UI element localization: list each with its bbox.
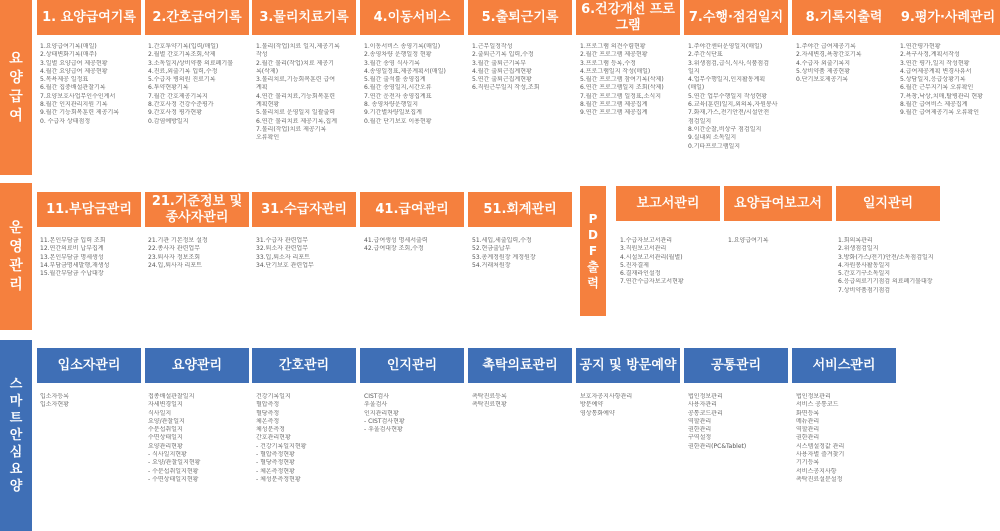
list-item[interactable]: 사용자별 즐겨찾기 bbox=[796, 451, 845, 459]
list-item[interactable]: 52.현금출납부 bbox=[472, 245, 511, 253]
list-item[interactable]: 22.종사자 관련업무 bbox=[148, 245, 201, 253]
list-item[interactable]: - 혈압측정현황 bbox=[256, 451, 295, 459]
list-item[interactable]: 21.기관 기본정보 설정 bbox=[148, 237, 208, 244]
list-item[interactable]: 1.물리(작업)치료 일지,제공기록 bbox=[256, 43, 340, 50]
list-item[interactable]: 기기등록 bbox=[796, 459, 820, 467]
list-item[interactable]: 8.월간 프로그램 제공집계 bbox=[580, 101, 648, 109]
list-item[interactable]: 4.급여제공계획 변경사유서 bbox=[900, 67, 972, 75]
list-item[interactable]: 14.부담금명세발행,재생성 bbox=[40, 261, 110, 269]
list-item[interactable]: - 건강기록일지현황 bbox=[256, 442, 307, 450]
list-item[interactable]: 4.진료,외출기록 입력,수정 bbox=[148, 67, 218, 75]
list-item[interactable]: 4.연간 물리치료,기능회복훈련 bbox=[256, 92, 336, 100]
list-item[interactable]: 3.직원보고서관리 bbox=[620, 245, 667, 253]
module-list-recipient bbox=[256, 237, 358, 270]
list-item[interactable]: 6.결재라인설정 bbox=[620, 270, 661, 278]
module-list-care-report bbox=[728, 237, 830, 245]
module-list-transport bbox=[364, 43, 466, 126]
list-item[interactable]: - 체온측정현황 bbox=[256, 467, 295, 475]
list-item[interactable]: 1.프로그램 의견수렴현황 bbox=[580, 43, 646, 50]
list-item[interactable]: 4.자원봉사활동일지 bbox=[838, 261, 891, 269]
list-item[interactable]: 1.간호투약기록(입력/매일) bbox=[148, 43, 219, 50]
list-item[interactable]: 54.거래처원장 bbox=[472, 261, 511, 269]
list-item[interactable]: 4.송영일정표,제공계획서(매일) bbox=[364, 67, 446, 75]
list-item[interactable]: 2.출퇴근기록 입력,수정 bbox=[472, 51, 534, 59]
module-list-notice bbox=[580, 393, 682, 418]
list-item[interactable]: 23.퇴사자 정보조회 bbox=[148, 253, 201, 261]
module-header-resident: 입소자관리 bbox=[37, 348, 141, 383]
list-item[interactable]: 6.교육(훈련)일지,외의록,자원봉사 bbox=[688, 101, 778, 109]
list-item[interactable]: 작성 bbox=[256, 51, 268, 59]
list-item[interactable]: - 식사일지현황 bbox=[148, 451, 187, 459]
module-list-cognitive bbox=[364, 393, 466, 434]
list-item[interactable]: 권한관리 bbox=[796, 434, 820, 442]
list-item[interactable]: 24.입,퇴사자 리포트 bbox=[148, 261, 202, 269]
module-header-accounting: 51.회계관리 bbox=[468, 192, 572, 227]
module-header-inspection-log: 7.수행·점검일지 bbox=[684, 0, 788, 35]
list-item[interactable]: 촉탁진료등록 bbox=[472, 393, 507, 400]
list-item[interactable]: 32.퇴소자 관련업무 bbox=[256, 245, 309, 253]
module-list-physio-record bbox=[256, 43, 358, 143]
list-item[interactable]: 12.연간의료비 납부집계 bbox=[40, 245, 104, 253]
list-item[interactable]: 4.프로그램일지 작성(매일) bbox=[580, 67, 651, 75]
module-list-staff-info bbox=[148, 237, 250, 270]
list-item[interactable]: 2.월간 물리(작업)치료 제공기 bbox=[256, 59, 334, 67]
module-header-record-print: 8.기록지출력 bbox=[792, 0, 896, 35]
list-item[interactable]: 1.요양급여기록(매일) bbox=[40, 43, 97, 50]
list-item[interactable]: 51.세입,세출입력,수정 bbox=[472, 237, 532, 244]
list-item[interactable]: 수분섭취일지 bbox=[148, 426, 183, 434]
module-header-nursing-record: 2.간호급여기록 bbox=[145, 0, 249, 35]
list-item[interactable]: 요양/관찰일지 bbox=[148, 417, 185, 425]
list-item[interactable]: 1.근무일정작성 bbox=[472, 43, 513, 50]
list-item[interactable]: 체온측정 bbox=[256, 417, 280, 425]
list-item[interactable]: 9.월간 급여제공기록 오류확인 bbox=[900, 109, 980, 117]
module-list-report bbox=[620, 237, 722, 287]
list-item[interactable]: 방문예약 bbox=[580, 401, 604, 409]
list-item[interactable]: 접종배설관찰일지 bbox=[148, 393, 195, 400]
list-item[interactable]: 7.화재,가스,전기안전/시설안전 bbox=[688, 109, 770, 117]
list-item[interactable]: 33.입,퇴소자 리포트 bbox=[256, 253, 310, 261]
list-item[interactable]: 5.월간 출석률 송영집계 bbox=[364, 76, 426, 84]
list-item[interactable]: 체성분측정 bbox=[256, 426, 285, 434]
list-item[interactable]: 5.연간 업무수행일지 작성현황 bbox=[688, 92, 768, 100]
list-item[interactable]: 건강기록일지 bbox=[256, 393, 291, 400]
list-item[interactable]: 1.요양급여기록 bbox=[728, 237, 769, 244]
module-list-common bbox=[688, 393, 790, 451]
list-item[interactable]: 4.업무수행일지,인지활동계획 bbox=[688, 76, 766, 84]
list-item[interactable]: 요양관리현황 bbox=[148, 442, 183, 450]
list-item[interactable]: 3.방화(가스/전기)안전/소독점검일지 bbox=[838, 253, 934, 261]
list-item[interactable]: 일지 bbox=[688, 67, 700, 75]
list-item[interactable]: 3.연간 평가,일지 작성현황 bbox=[900, 59, 970, 67]
list-item[interactable]: 42.급여대장 조회,수정 bbox=[364, 245, 424, 253]
list-item[interactable]: 0.월간 단기보호 이용현황 bbox=[364, 117, 432, 125]
module-list-nursing-record bbox=[148, 43, 250, 126]
list-item[interactable]: 수면상태일지 bbox=[148, 434, 183, 442]
module-list-service bbox=[796, 393, 898, 484]
list-item[interactable]: 1.주야간센터운영일지(매일) bbox=[688, 43, 763, 50]
module-header-common: 공통관리 bbox=[684, 348, 788, 383]
list-item[interactable]: 9.기간별차량일보집계 bbox=[364, 109, 422, 117]
list-item[interactable]: 7.월간 프로그램 일정표,소식지 bbox=[580, 92, 661, 100]
module-header-transport: 4.이동서비스 bbox=[360, 0, 464, 35]
list-item[interactable]: 4.시설보고서관리(월별) bbox=[620, 253, 683, 261]
list-item[interactable]: 7.월간 간호제공기록지 bbox=[148, 92, 208, 100]
module-header-care: 요양관리 bbox=[145, 348, 249, 383]
list-item[interactable]: 11.본인부담금 입력 조회 bbox=[40, 237, 106, 244]
list-item[interactable]: 5.물리치료 운영일지 일괄출력 bbox=[256, 109, 336, 117]
list-item[interactable]: 3.위생점검,급식,식사,식품점검 bbox=[688, 59, 769, 67]
list-item[interactable]: 자세변경일지 bbox=[148, 401, 183, 409]
list-item[interactable]: 역할관리 bbox=[796, 426, 820, 434]
list-item[interactable]: 입소자등록 bbox=[40, 393, 69, 400]
module-list-nursing bbox=[256, 393, 358, 484]
list-item[interactable]: 권한관리(PC&Tablet) bbox=[688, 442, 747, 450]
list-item[interactable]: 5.수급자 병의원 진료기록 bbox=[148, 76, 216, 84]
module-header-medical: 촉탁의료관리 bbox=[468, 348, 572, 383]
list-item[interactable]: 사용자관리 bbox=[688, 401, 717, 409]
list-item[interactable]: 보호자공지사항관리 bbox=[580, 393, 633, 400]
list-item[interactable]: 간호관리현황 bbox=[256, 434, 291, 442]
list-item[interactable]: 9.연간 프로그램 제공집계 bbox=[580, 109, 648, 117]
module-header-care-record: 1. 요양급여기록 bbox=[37, 0, 141, 35]
list-item[interactable]: 31.수급자 관련업무 bbox=[256, 237, 309, 244]
list-item[interactable]: 6.직원근무일지 작성,조회 bbox=[472, 84, 540, 92]
list-item[interactable]: 영상통화예약 bbox=[580, 409, 615, 417]
list-item[interactable]: 법인정보관리 bbox=[688, 393, 723, 400]
module-list-evaluation bbox=[900, 43, 1000, 118]
module-header-cognitive: 인지관리 bbox=[360, 348, 464, 383]
list-item[interactable]: - 우울검사현황 bbox=[364, 426, 403, 434]
list-item[interactable]: - 수면상태일지현황 bbox=[148, 475, 199, 483]
list-item[interactable]: 오류확인 bbox=[256, 134, 280, 142]
list-item[interactable]: 메뉴관리 bbox=[796, 417, 820, 425]
module-header-log: 일지관리 bbox=[836, 186, 940, 221]
list-item[interactable]: 2.자세변경,욕창간호기록 bbox=[796, 51, 862, 59]
list-item[interactable]: - 요양/관찰일지현황 bbox=[148, 459, 201, 467]
list-item[interactable]: 권한관리 bbox=[688, 426, 712, 434]
list-item[interactable]: 3.소독일지/상비약품 의료폐기물 bbox=[148, 59, 234, 67]
list-item[interactable]: 입소자현황 bbox=[40, 401, 69, 409]
module-header-salary: 41.급여관리 bbox=[360, 192, 464, 227]
list-item[interactable]: 2.상태변화기록(매주) bbox=[40, 51, 97, 59]
module-header-recipient: 31.수급자관리 bbox=[252, 192, 356, 227]
list-item[interactable]: 34.단기보호 관련업무 bbox=[256, 261, 314, 269]
list-item[interactable]: 7.연간수급자보고서현황 bbox=[620, 278, 684, 286]
list-item[interactable]: 5.간호기구소독일지 bbox=[838, 270, 891, 278]
list-item[interactable]: (매일) bbox=[688, 84, 705, 92]
list-item[interactable]: 법인정보관리 bbox=[796, 393, 831, 400]
list-item[interactable]: 점검일지 bbox=[688, 117, 712, 125]
list-item[interactable]: 53.총계정원장 계정원장 bbox=[472, 253, 536, 261]
list-item[interactable]: 7.상비약품점기점검 bbox=[838, 286, 891, 294]
list-item[interactable]: 계획 bbox=[256, 84, 268, 92]
list-item[interactable]: 록(삭제) bbox=[256, 67, 279, 75]
list-item[interactable]: - 수분섭취일지현황 bbox=[148, 467, 199, 475]
list-item[interactable]: 7.물리(작업)치료 제공기록 bbox=[256, 125, 327, 133]
list-item[interactable]: 6.월간 근무지기록 오류확인 bbox=[900, 84, 974, 92]
list-item[interactable]: 공통코드관리 bbox=[688, 409, 723, 417]
list-item[interactable]: 구역설정 bbox=[688, 434, 712, 442]
module-list-log bbox=[838, 237, 988, 295]
list-item[interactable]: 2.월간 프로그램 제공현황 bbox=[580, 51, 648, 59]
pdf-output-label: PDF출력 bbox=[580, 186, 606, 316]
list-item[interactable]: 9.실내외 소독일지 bbox=[688, 134, 737, 142]
list-item[interactable]: 우울검사 bbox=[364, 401, 388, 409]
list-item[interactable]: 7.요양보호사업무인수인계서 bbox=[40, 92, 116, 100]
module-list-attendance bbox=[472, 43, 574, 93]
module-list-care-record bbox=[40, 43, 142, 126]
list-item[interactable]: 식사일지 bbox=[148, 409, 172, 417]
list-item[interactable]: 3.일별 요양급여 제공현황 bbox=[40, 59, 108, 67]
list-item[interactable]: 8. 송영차량운행일지 bbox=[364, 101, 419, 109]
list-item[interactable]: 인지관리현황 bbox=[364, 409, 399, 417]
list-item[interactable]: 13.본인부담금 명세생성 bbox=[40, 253, 104, 261]
module-list-medical bbox=[472, 393, 574, 410]
module-list-salary bbox=[364, 237, 466, 254]
list-item[interactable]: 시스템설정값 관리 bbox=[796, 442, 845, 450]
list-item[interactable]: 9.간호사정 평가현황 bbox=[148, 109, 203, 117]
list-item[interactable]: 0.기타프로그램일지 bbox=[688, 142, 741, 150]
list-item[interactable]: 2.위생점검일지 bbox=[838, 245, 879, 253]
module-header-service: 서비스관리 bbox=[792, 348, 896, 383]
list-item[interactable]: 6.연간 물리치료 제공기록,집계 bbox=[256, 117, 337, 125]
list-item[interactable]: 5.상비약품 제공현황 bbox=[796, 67, 851, 75]
module-list-care bbox=[148, 393, 250, 484]
list-item[interactable]: - 혈당측정현황 bbox=[256, 459, 295, 467]
module-header-care-report: 요양급여보고서 bbox=[724, 186, 832, 221]
list-item[interactable]: 촉탁진료현황 bbox=[472, 401, 507, 409]
list-item[interactable]: 0.감염예방일지 bbox=[148, 117, 189, 125]
list-item[interactable]: 4.월간 출퇴근집계현황 bbox=[472, 67, 532, 75]
section-label-operation: 운영관리 bbox=[0, 183, 32, 330]
list-item[interactable]: 2.월별 간호기록조회,삭제 bbox=[148, 51, 216, 59]
list-item[interactable]: 혈당측정 bbox=[256, 409, 280, 417]
list-item[interactable]: 15.월간부담금 수납대장 bbox=[40, 270, 104, 278]
module-list-inspection-log bbox=[688, 43, 790, 151]
list-item[interactable]: 3.월간 송영 식사기록 bbox=[364, 59, 420, 67]
list-item[interactable]: 서비스공지사항 bbox=[796, 467, 837, 475]
list-item[interactable]: 9.월간 기능회복훈련 제공기록 bbox=[40, 109, 120, 117]
list-item[interactable]: 4.수급자 외출기록지 bbox=[796, 59, 851, 67]
list-item[interactable]: 역할관리 bbox=[688, 417, 712, 425]
list-item[interactable]: 5.연간 출퇴근집계현황 bbox=[472, 76, 532, 84]
list-item[interactable]: 8.간호사정 건강수준평가 bbox=[148, 101, 214, 109]
list-item[interactable]: CIST검사 bbox=[364, 393, 390, 400]
module-header-staff-info: 21.기준정보 및 종사자관리 bbox=[145, 192, 249, 227]
list-item[interactable]: 1.주야간 급여제공기록 bbox=[796, 43, 856, 50]
list-item[interactable]: 3.물리치료,기능회복훈련 급여 bbox=[256, 76, 336, 84]
list-item[interactable]: 촉탁진료설문설정 bbox=[796, 475, 843, 483]
module-list-resident bbox=[40, 393, 142, 410]
list-item[interactable]: 5.진자결제 bbox=[620, 261, 649, 269]
list-item[interactable]: 7.욕창,낙상,치매,탈병관리 현황 bbox=[900, 92, 983, 100]
list-item[interactable]: 2.주간식단표 bbox=[688, 51, 723, 59]
section-label-care-benefit: 요양급여 bbox=[0, 0, 32, 175]
list-item[interactable]: 4.월간 요양급여 제공현황 bbox=[40, 67, 108, 75]
list-item[interactable]: 41.급여생성 명세서출력 bbox=[364, 237, 428, 244]
list-item[interactable]: 5.월간 프로그램 참여기록(삭제) bbox=[580, 76, 664, 84]
list-item[interactable]: 3.프로그램 등록,수정 bbox=[580, 59, 636, 67]
list-item[interactable]: - 체성분측정현황 bbox=[256, 475, 301, 483]
module-list-record-print bbox=[796, 43, 896, 84]
list-item[interactable]: 1.수급자보고서관리 bbox=[620, 237, 673, 244]
module-list-health-program bbox=[580, 43, 682, 118]
list-item[interactable]: 화면등록 bbox=[796, 409, 820, 417]
list-item[interactable]: 2.송영차량 운행일정 현황 bbox=[364, 51, 432, 59]
list-item[interactable]: 0. 수급자 상태점정 bbox=[40, 117, 91, 125]
module-header-evaluation: 9.평가·사례관리 bbox=[896, 0, 1000, 35]
module-header-physio-record: 3.물리치료기록 bbox=[252, 0, 356, 35]
list-item[interactable]: 혈압측정 bbox=[256, 401, 280, 409]
list-item[interactable]: 8.월간 급여비스 제공집계 bbox=[900, 101, 968, 109]
module-header-attendance: 5.출퇴근기록 bbox=[468, 0, 572, 35]
list-item[interactable]: 계획현황 bbox=[256, 101, 280, 109]
module-header-notice: 공지 및 방문예약 bbox=[576, 348, 680, 383]
list-item[interactable]: 서비스 공통코드 bbox=[796, 401, 839, 409]
module-header-nursing: 간호관리 bbox=[252, 348, 356, 383]
list-item[interactable]: 1.연간평가현황 bbox=[900, 43, 941, 50]
module-list-accounting bbox=[472, 237, 574, 270]
list-item[interactable]: 6.월간 송영일지,시간오류 bbox=[364, 84, 432, 92]
list-item[interactable]: 3.월간 출퇴근기록부 bbox=[472, 59, 527, 67]
module-header-health-program: 6.건강개선 프로그램 bbox=[576, 0, 680, 35]
list-item[interactable]: 1.회의록관리 bbox=[838, 237, 873, 244]
list-item[interactable]: 6.투약현황기록 bbox=[148, 84, 189, 92]
module-header-report: 보고서관리 bbox=[616, 186, 720, 221]
list-item[interactable]: 0.단기보호제공기록 bbox=[796, 76, 849, 84]
list-item[interactable]: 6.응급의료기기점검 의료폐기물대장 bbox=[838, 278, 933, 286]
module-list-copay bbox=[40, 237, 142, 278]
list-item[interactable]: 6.연간 프로그램일지 조회(삭제) bbox=[580, 84, 664, 92]
list-item[interactable]: 8.월간 인지관리지원 기록 bbox=[40, 101, 108, 109]
list-item[interactable]: 6.월간 집중배설관찰기록 bbox=[40, 84, 106, 92]
section-label-smart-care: 스마트안심요양 bbox=[0, 340, 32, 531]
module-header-copay: 11.부담금관리 bbox=[37, 192, 141, 227]
list-item[interactable]: - CIST검사현황 bbox=[364, 417, 405, 425]
list-item[interactable]: 1.이동서비스 송영기록(매일) bbox=[364, 43, 441, 50]
list-item[interactable]: 5.상담일지,응급상황기록 bbox=[900, 76, 966, 84]
list-item[interactable]: 5.목욕제공 일정표 bbox=[40, 76, 89, 84]
list-item[interactable]: 7.연간 운전자 송영집계표 bbox=[364, 92, 432, 100]
list-item[interactable]: 2.욕구사정,계획서작성 bbox=[900, 51, 960, 59]
list-item[interactable]: 8.이간순찰,비상구 점검일지 bbox=[688, 125, 762, 133]
